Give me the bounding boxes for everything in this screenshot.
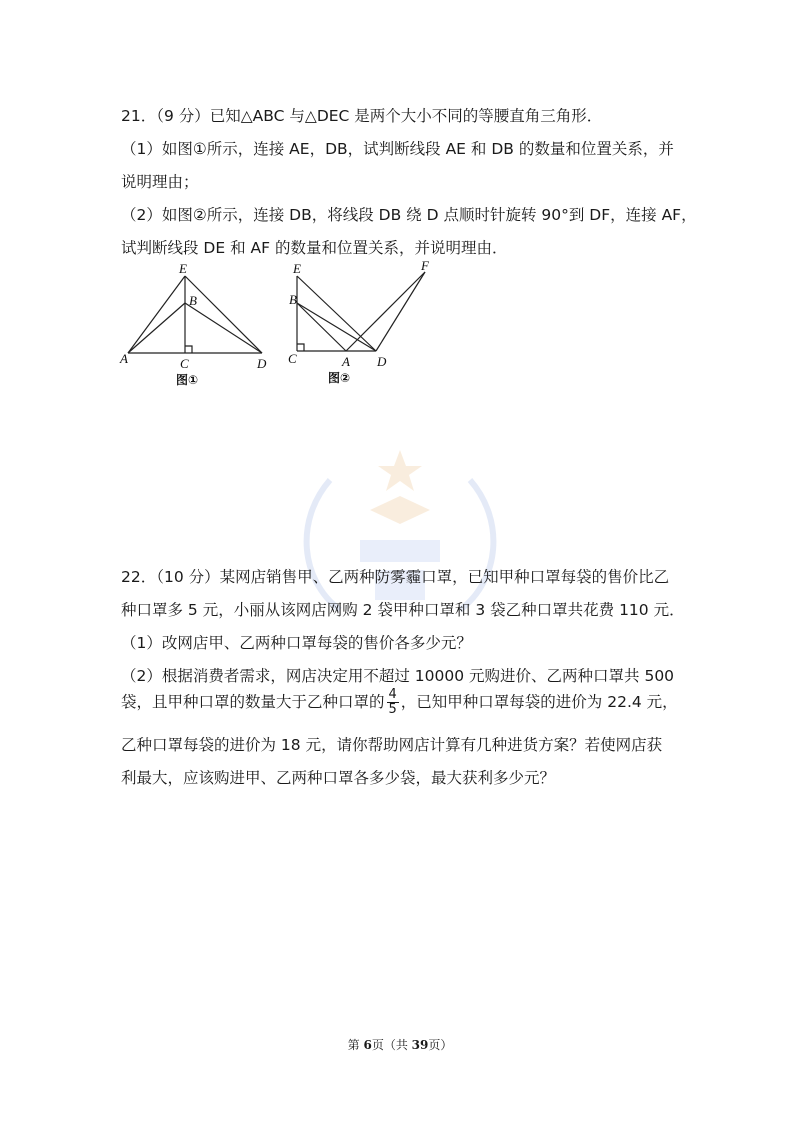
- q22-line-4: （2）根据消费者需求，网店决定用不超过 10000 元购进价、乙两种口罩共 500: [121, 667, 675, 685]
- q22-line-5-after: ，已知甲种口罩每袋的进价为 22.4 元，: [400, 693, 678, 711]
- figure2-label-c: C: [288, 351, 297, 366]
- footer-total-pages: 39: [411, 1038, 429, 1052]
- figure1-label-e: E: [179, 261, 187, 276]
- figure2-label-a: A: [342, 354, 350, 369]
- figure1-label-b: B: [189, 293, 197, 308]
- page-footer: [0, 1036, 800, 1053]
- fraction-denominator: 5: [388, 702, 397, 717]
- q21-line-4: （2）如图②所示，连接 DB，将线段 DB 绕 D 点顺时针旋转 90°到 DF，连接 AF，: [121, 206, 697, 224]
- figure2-label-b: B: [289, 292, 297, 307]
- figure1-label-a: A: [120, 351, 128, 366]
- figure2-label-f: F: [421, 258, 429, 273]
- q22-line-5-before: 袋，且甲种口罩的数量大于乙种口罩的: [121, 693, 385, 711]
- footer-prefix: 第: [347, 1038, 364, 1052]
- fraction-numerator: 4: [388, 687, 397, 702]
- footer-page-number: 6: [363, 1038, 372, 1052]
- figure2-label-d: D: [377, 354, 387, 369]
- figure-2: [280, 258, 440, 393]
- q22-line-3: （1）改网店甲、乙两种口罩每袋的售价各多少元？: [121, 634, 472, 652]
- q22-line-2: 种口罩多 5 元，小丽从该网店网购 2 袋甲种口罩和 3 袋乙种口罩共花费 110 元．: [121, 601, 685, 619]
- figure-1: [110, 260, 280, 395]
- q21-line-3: 说明理由；: [121, 173, 199, 191]
- q22-line-6: 乙种口罩每袋的进价为 18 元，请你帮助网店计算有几种进货方案？若使网店获: [121, 736, 663, 754]
- figure1-label-c: C: [180, 356, 189, 371]
- figure1-label-d: D: [257, 356, 267, 371]
- q21-line-1: 21．（9 分）已知△ABC 与△DEC 是两个大小不同的等腰直角三角形．: [121, 107, 603, 125]
- footer-suffix: 页）: [428, 1038, 453, 1052]
- figure1-caption: 图①: [176, 373, 199, 387]
- fraction-four-fifths: [387, 688, 399, 717]
- figure2-caption: 图②: [328, 371, 351, 385]
- footer-middle: 页（共: [371, 1038, 412, 1052]
- figure2-label-e: E: [293, 261, 301, 276]
- q22-line-7: 利最大，应该购进甲、乙两种口罩各多少袋，最大获利多少元？: [121, 769, 556, 787]
- q22-line-1: 22．（10 分）某网店销售甲、乙两种防雾霾口罩，已知甲种口罩每袋的售价比乙: [121, 568, 670, 586]
- q22-line-5: [121, 688, 678, 717]
- q21-line-2: （1）如图①所示，连接 AE，DB，试判断线段 AE 和 DB 的数量和位置关系，并: [121, 140, 674, 158]
- q21-line-5: 试判断线段 DE 和 AF 的数量和位置关系，并说明理由．: [121, 239, 508, 257]
